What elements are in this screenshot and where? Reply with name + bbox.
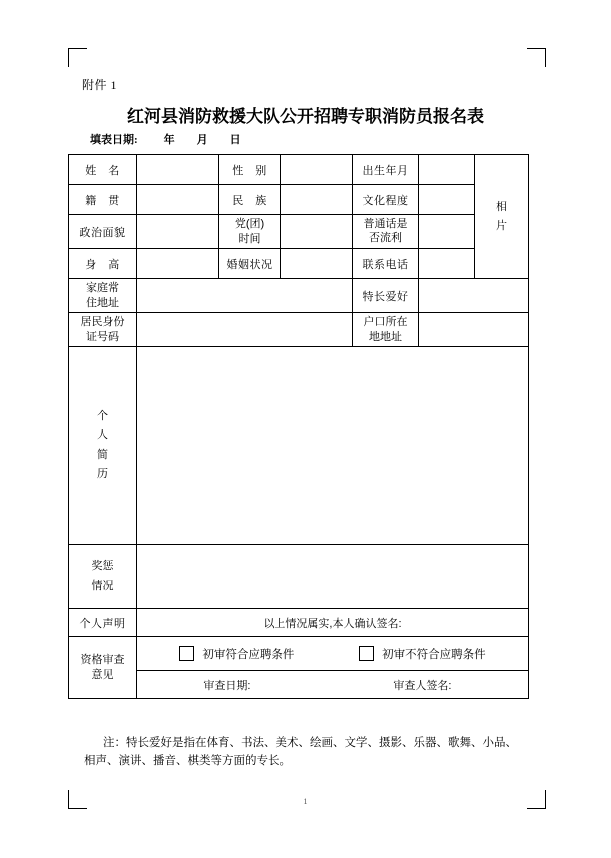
label-specialty-hobby: 特长爱好 <box>353 279 419 313</box>
label-resume-char-2: 人 <box>97 429 108 442</box>
label-reviewer-signature: 审查人签名: <box>393 679 452 692</box>
label-mandarin-line1: 普通话是 <box>363 217 408 230</box>
fill-date-year: 年 <box>163 134 175 146</box>
label-mandarin-line2: 否流利 <box>369 231 402 244</box>
label-birth-date: 出生年月 <box>353 155 419 185</box>
label-review-date: 审查日期: <box>203 679 251 692</box>
qualification-check-row <box>137 637 529 671</box>
table-row <box>69 249 529 279</box>
page-number: 1 <box>303 797 308 806</box>
check-option-fail[interactable] <box>359 646 486 662</box>
label-political-status: 政治面貌 <box>69 215 137 249</box>
label-native-place: 籍 贯 <box>69 185 137 215</box>
label-party-league-time-line2: 时间 <box>238 232 261 245</box>
fill-date-month: 月 <box>196 134 208 146</box>
label-gender: 性 别 <box>219 155 281 185</box>
field-party-league-time[interactable] <box>281 215 353 249</box>
footnote-line-2: 相声、演讲、播音、棋类等方面的专长。 <box>84 754 291 767</box>
label-household-address <box>353 313 419 347</box>
label-education: 文化程度 <box>353 185 419 215</box>
crop-mark-top-right <box>527 48 546 67</box>
photo-label-char-1: 相 <box>496 200 507 213</box>
table-row <box>69 637 529 671</box>
field-ethnicity[interactable] <box>281 185 353 215</box>
check-option-fail-label: 初审不符合应聘条件 <box>382 648 486 661</box>
registration-form-table <box>68 154 529 699</box>
table-row <box>69 545 529 609</box>
label-home-address <box>69 279 137 313</box>
field-specialty-hobby[interactable] <box>419 279 529 313</box>
label-resume-char-4: 历 <box>97 467 108 480</box>
check-option-pass[interactable] <box>179 646 294 662</box>
fill-date-line <box>90 131 241 147</box>
label-home-address-line1: 家庭常 <box>86 282 119 295</box>
field-name[interactable] <box>137 155 219 185</box>
field-household-address[interactable] <box>419 313 529 347</box>
table-row <box>69 279 529 313</box>
crop-mark-top-left <box>68 48 87 67</box>
field-gender[interactable] <box>281 155 353 185</box>
label-personal-statement: 个人声明 <box>69 609 137 637</box>
label-height: 身 高 <box>69 249 137 279</box>
photo-cell[interactable] <box>475 155 529 279</box>
field-personal-statement[interactable]: 以上情况属实,本人确认签名: <box>137 609 529 637</box>
label-phone: 联系电话 <box>353 249 419 279</box>
label-resume-char-3: 简 <box>97 448 108 461</box>
field-home-address[interactable] <box>137 279 353 313</box>
label-qualification-review-line1: 资格审查 <box>80 654 125 667</box>
label-mandarin <box>353 215 419 249</box>
checkbox-pass-icon[interactable] <box>179 646 194 661</box>
label-household-address-line2: 地地址 <box>369 330 402 343</box>
checkbox-fail-icon[interactable] <box>359 646 374 661</box>
field-political-status[interactable] <box>137 215 219 249</box>
label-id-number <box>69 313 137 347</box>
footnote-line-1: 注：特长爱好是指在体育、书法、美术、绘画、文学、摄影、乐器、歌舞、小品、 <box>103 737 517 749</box>
label-id-number-line2: 证号码 <box>86 330 119 343</box>
field-phone[interactable] <box>419 249 475 279</box>
check-option-pass-label: 初审符合应聘条件 <box>202 648 295 661</box>
field-birth-date[interactable] <box>419 155 475 185</box>
review-signature-row <box>137 671 529 699</box>
label-reward-punishment-line1: 奖惩 <box>91 560 114 573</box>
table-row <box>69 185 529 215</box>
table-row <box>69 347 529 545</box>
attachment-label: 附件 1 <box>82 78 118 92</box>
label-ethnicity: 民 族 <box>219 185 281 215</box>
table-row <box>69 215 529 249</box>
table-row <box>69 671 529 699</box>
fill-date-label: 填表日期: <box>90 134 138 146</box>
footnote <box>84 735 533 771</box>
fill-date-day: 日 <box>229 134 241 146</box>
field-id-number[interactable] <box>137 313 353 347</box>
label-resume <box>69 347 137 545</box>
field-native-place[interactable] <box>137 185 219 215</box>
label-name: 姓 名 <box>69 155 137 185</box>
label-party-league-time-line1: 党(团) <box>234 218 265 231</box>
photo-label-char-2: 片 <box>496 219 507 232</box>
field-marital-status[interactable] <box>281 249 353 279</box>
label-id-number-line1: 居民身份 <box>80 316 125 329</box>
field-education[interactable] <box>419 185 475 215</box>
label-resume-char-1: 个 <box>97 410 108 422</box>
table-row <box>69 313 529 347</box>
label-reward-punishment-line2: 情况 <box>91 579 114 592</box>
table-row <box>69 155 529 185</box>
field-resume[interactable] <box>137 347 529 545</box>
field-mandarin[interactable] <box>419 215 475 249</box>
label-marital-status: 婚姻状况 <box>219 249 281 279</box>
field-height[interactable] <box>137 249 219 279</box>
label-qualification-review <box>69 637 137 699</box>
label-qualification-review-line2: 意见 <box>91 668 114 681</box>
label-party-league-time <box>219 215 281 249</box>
label-reward-punishment <box>69 545 137 609</box>
label-home-address-line2: 住地址 <box>86 296 119 309</box>
label-household-address-line1: 户口所在 <box>363 316 408 329</box>
table-row <box>69 609 529 637</box>
field-reward-punishment[interactable] <box>137 545 529 609</box>
page-title: 红河县消防救援大队公开招聘专职消防员报名表 <box>127 107 484 126</box>
